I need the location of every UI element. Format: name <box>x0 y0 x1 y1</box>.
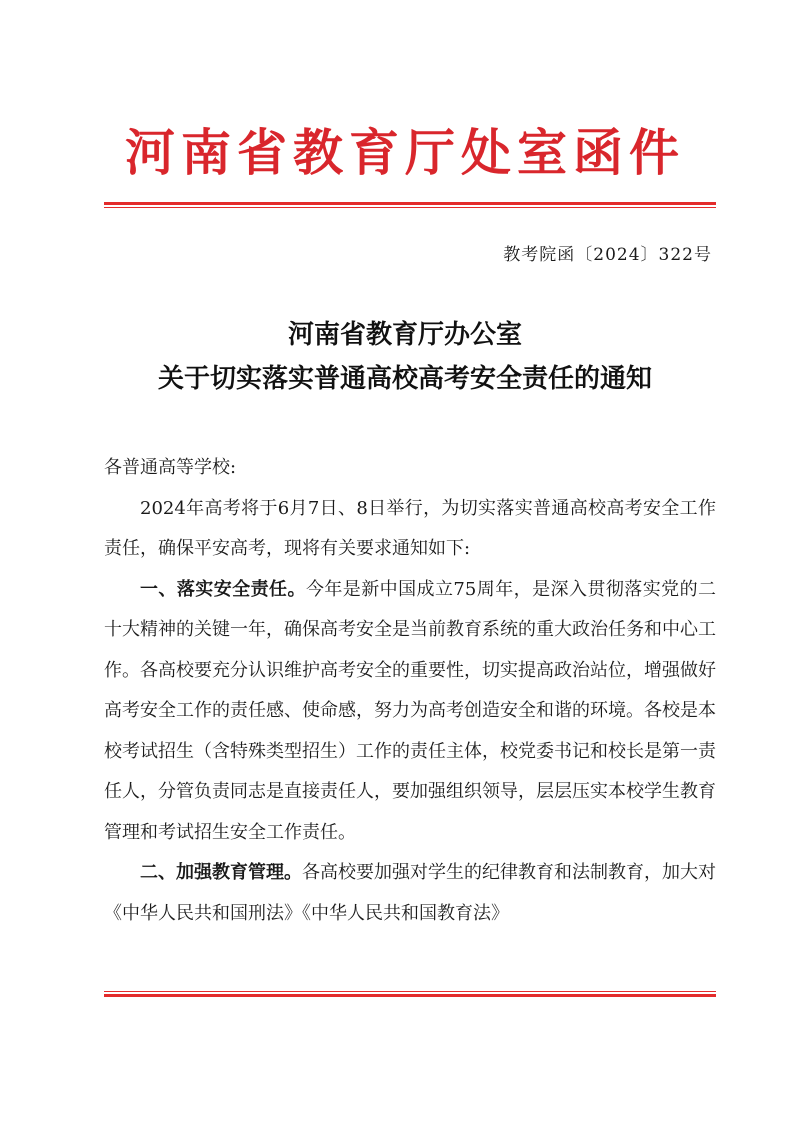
section-2-paragraph <box>104 853 716 934</box>
footer-rule-thin <box>104 991 716 992</box>
section-1-text: 今年是新中国成立75周年，是深入贯彻落实党的二十大精神的关键一年，确保高考安全是当前教育系统的重大政治任务和中心工作。各高校要充分认识维护高考安全的重要性，切实提高政治站位，增强做好高考安全工作的责任感、使命感，努力为高考创造安全和谐的环境。各校是本校考试招生（含特殊类型招生）工作的责任主体，校党委书记和校长是第一责任人，分管负责同志是直接责任人，要加强组织领导，层层压实本校学生教育管理和考试招生安全工作责任。 <box>104 578 717 843</box>
title-line-2: 关于切实落实普通高校高考安全责任的通知 <box>157 364 652 394</box>
masthead-title: 河南省教育厅处室函件 <box>125 123 685 182</box>
section-1-heading: 一、落实安全责任。 <box>140 578 306 600</box>
section-2-text: 各高校要加强对学生的纪律教育和法制教育，加大对《中华人民共和国刑法》《中华人民共和国教育法》 <box>104 862 716 924</box>
document-body <box>104 448 716 934</box>
footer-rule-thick <box>104 994 716 997</box>
section-1-paragraph <box>104 570 716 854</box>
salutation: 各普通高等学校: <box>104 457 237 478</box>
header-rule-thick <box>104 202 716 205</box>
document-title <box>0 313 810 401</box>
title-line-1: 河南省教育厅办公室 <box>287 320 522 350</box>
document-number: 教考院函〔2024〕322号 <box>503 245 712 265</box>
intro-paragraph: 2024年高考将于6月7日、8日举行，为切实落实普通高校高考安全工作责任，确保平安高考，现将有关要求通知如下: <box>104 497 716 559</box>
section-2-heading: 二、加强教育管理。 <box>140 862 302 883</box>
header-rule-thin <box>104 207 716 208</box>
